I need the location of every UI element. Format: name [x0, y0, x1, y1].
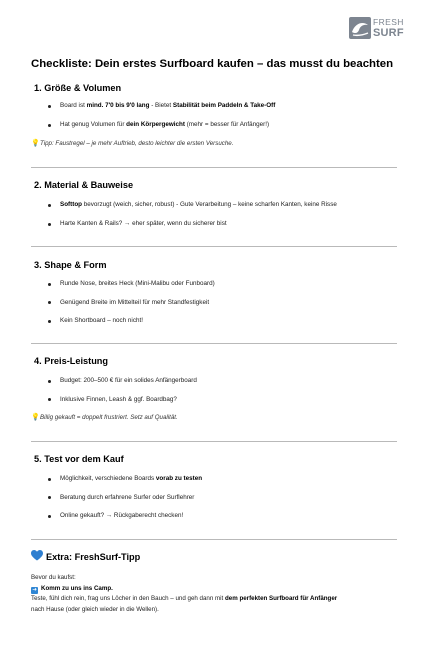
- extra-line: Teste, fühl dich rein, frag uns Löcher in den Bauch – und geh dann mit dem perfekten Surfboard für Anfänger: [31, 595, 338, 603]
- section-test: [31, 452, 397, 520]
- logo-line-surf: SURF: [373, 27, 404, 39]
- list-item: Beratung durch erfahrene Surfer oder Surflehrer: [31, 494, 397, 502]
- list-item: Softtop bevorzugt (weich, sicher, robust) - Gute Verarbeitung – keine scharfen Kanten, keine Risse: [31, 201, 397, 209]
- section-material: [31, 178, 397, 228]
- section-heading: 2. Material & Bauweise: [34, 180, 134, 190]
- section-heading: 4. Preis-Leistung: [34, 356, 109, 366]
- list-item: Harte Kanten & Rails? → eher später, wenn du sicherer bist: [31, 220, 397, 228]
- list-item: Möglichkeit, verschiedene Boards vorab zu testen: [31, 475, 397, 483]
- lightbulb-icon: 💡: [31, 413, 40, 421]
- list-item: Online gekauft? → Rückgaberecht checken!: [31, 512, 397, 520]
- section-size-volume: [31, 81, 397, 148]
- logo-line-fresh: FRESH: [373, 17, 404, 27]
- list-item: Hat genug Volumen für dein Körpergewicht (mehr = besser für Anfänger!): [31, 121, 397, 129]
- tip-note: 💡 Billig gekauft = doppelt frustriert. Setz auf Qualität.: [31, 413, 178, 421]
- page-title: Checkliste: Dein erstes Surfboard kaufen – das musst du beachten: [31, 58, 394, 70]
- list-item: Inklusive Finnen, Leash & ggf. Boardbag?: [31, 396, 397, 404]
- list-item: Budget: 200–500 € für ein solides Anfängerboard: [31, 377, 397, 385]
- extra-body: [31, 573, 411, 616]
- divider: [31, 441, 397, 442]
- extra-heading: Extra: FreshSurf-Tipp: [31, 550, 140, 562]
- extra-line: Bevor du kaufst:: [31, 574, 76, 581]
- freshsurf-logo: [349, 17, 407, 39]
- divider: [31, 167, 397, 168]
- extra-line: ➜ Komm zu uns ins Camp.: [32, 584, 113, 593]
- blue-heart-icon: [31, 550, 43, 561]
- logo-wordmark: [373, 17, 404, 38]
- right-arrow-icon: ➜: [32, 586, 37, 593]
- section-heading: 1. Größe & Volumen: [34, 83, 122, 93]
- tip-note: 💡 Tipp: Faustregel – je mehr Auftrieb, desto leichter die ersten Versuche.: [31, 140, 234, 147]
- lightbulb-icon: 💡: [31, 140, 40, 147]
- section-heading: 5. Test vor dem Kauf: [34, 454, 124, 464]
- section-shape: [31, 258, 397, 325]
- divider: [31, 539, 397, 540]
- divider: [31, 343, 397, 344]
- list-item: Board ist mind. 7'0 bis 9'0 lang - Bietet Stabilität beim Paddeln & Take-Off: [31, 102, 397, 110]
- list-item: Runde Nose, breites Heck (Mini-Malibu oder Funboard): [31, 280, 397, 288]
- wave-logo-icon: [349, 17, 371, 39]
- divider: [31, 246, 397, 247]
- section-heading: 3. Shape & Form: [34, 260, 107, 270]
- list-item: Genügend Breite im Mittelteil für mehr Standfestigkeit: [31, 299, 397, 307]
- section-price: [31, 354, 397, 422]
- extra-line: nach Hause (oder gleich wieder in die Wellen).: [31, 606, 159, 614]
- list-item: Kein Shortboard – noch nicht!: [31, 317, 397, 325]
